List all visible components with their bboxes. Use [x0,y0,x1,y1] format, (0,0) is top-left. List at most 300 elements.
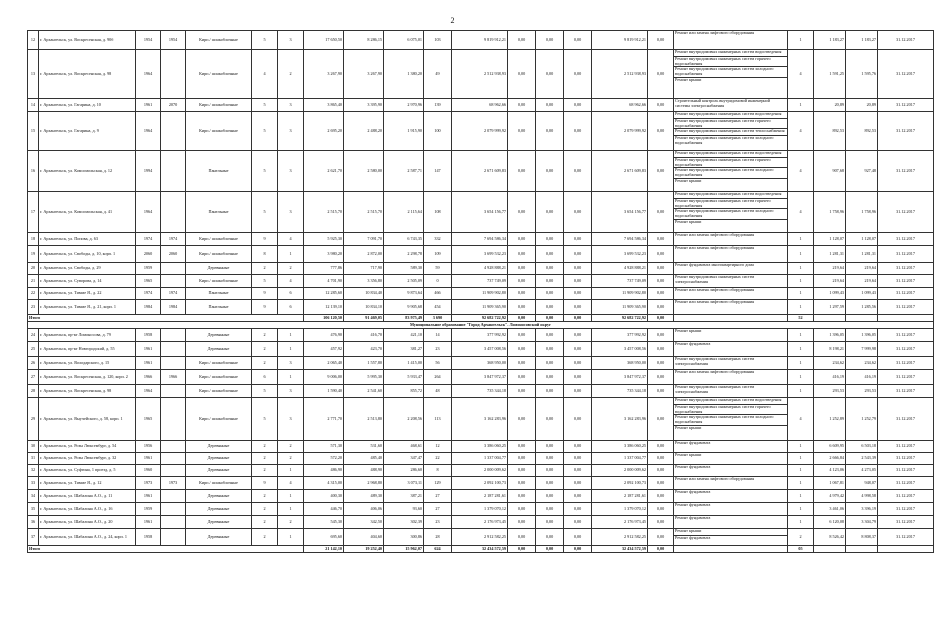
wall-material-cell: Кирп./ шлакоблочные [186,50,252,99]
max-unit-cost-cell: 416,19 [846,370,878,385]
total-area-cell: 400,30 [304,490,344,503]
floors-cell: 5 [252,31,278,50]
residential-area-cell: 347,47 [384,453,424,465]
year-commissioned-cell [161,192,186,233]
year-built-cell: 1965 [136,275,161,288]
residents-cell: 48 [424,385,452,398]
owners-funds-cell: 68 962,66 [592,99,648,112]
fund-regional-cell: 0,00 [536,465,564,477]
residential-area-cell: 5 933,47 [384,370,424,385]
unit-cost-cell: 6 120,08 [814,516,846,529]
residential-area-cell: 300,86 [384,529,424,546]
wall-material-cell: Кирп./ шлакоблочные [186,246,252,263]
floors-cell: 5 [252,385,278,398]
total-f2-cell: 0,00 [536,546,564,553]
premises-area-cell: 423,70 [344,342,384,357]
max-unit-cost-cell: 3 304,79 [846,516,878,529]
work-item: Строительный контроль внутридомовой инженерной системы электроснабжения [675,98,770,108]
residents-cell: 14 [424,329,452,342]
total-res-cell: 624 [424,546,452,553]
residential-area-cell: 6 075,01 [384,31,424,50]
wall-material-cell: Кирп./ шлакоблочные [186,112,252,151]
row-number: 22 [28,288,39,300]
fund-local-cell: 0,00 [564,275,592,288]
residential-area-cell: 302,39 [384,516,424,529]
floors-cell: 2 [252,441,278,453]
residential-area-cell: 93,60 [384,503,424,516]
premises-area-cell: 488,90 [344,465,384,477]
entrances-cell: 1 [278,465,304,477]
unit-cost-cell: 234,62 [814,357,846,370]
residents-cell: 103 [424,31,452,50]
residents-cell: 264 [424,370,452,385]
unit-cost-cell: 416,19 [814,370,846,385]
owners-funds-cell: 2 187 281,61 [592,490,648,503]
max-unit-cost-cell: 219,64 [846,263,878,275]
cost-cell: 7 694 586,34 [452,233,508,246]
year-built-cell: 1964 [136,385,161,398]
premises-area-cell: 404,60 [344,529,384,546]
works-cell [674,263,788,275]
max-unit-cost-cell: 1 281,31 [846,246,878,263]
works-cell [674,246,788,263]
year-built-cell: 1961 [136,99,161,112]
total-a1-cell: 106 120,50 [304,315,344,322]
work-item: Ремонт или замена лифтового оборудования [675,299,755,304]
fund-federal-cell: 0,00 [508,503,536,516]
percent-cell: 0,00 [648,370,674,385]
residents-cell: 332 [424,233,452,246]
fund-local-cell: 0,00 [564,233,592,246]
year-built-cell: 1961 [136,453,161,465]
table-row [28,112,934,151]
max-unit-cost-cell: 293,53 [846,385,878,398]
work-item: Ремонт или замена лифтового оборудования [675,287,755,292]
residential-area-cell: 855,72 [384,385,424,398]
year-built-cell: 1958 [136,329,161,342]
residents-cell: 454 [424,300,452,315]
total-count-cell: 52 [788,315,814,322]
residential-area-cell: 387,21 [384,490,424,503]
cost-cell: 11 909 365,90 [452,300,508,315]
address-cell: г. Архангельск, ул. Тимме Я., д. 12 [39,477,136,490]
work-item: Ремонт или замена лифтового оборудования [675,476,755,481]
fund-federal-cell: 0,00 [508,441,536,453]
table-row [28,477,934,490]
total-cost-cell: 92 682 722,92 [452,315,508,322]
entrances-cell: 3 [278,151,304,192]
owners-funds-cell: 3 654 156,77 [592,192,648,233]
residents-cell: 139 [424,99,452,112]
deadline-cell: 31.12.2017 [878,516,934,529]
address-cell: г. Архангельск, ул. Розы Люксембург, д. 32 [39,453,136,465]
wall-material-cell: Кирп./ шлакоблочные [186,233,252,246]
fund-federal-cell: 0,00 [508,99,536,112]
year-built-cell: 1964 [136,192,161,233]
table-row [28,503,934,516]
works-cell [674,490,788,503]
fund-regional-cell: 0,00 [536,529,564,546]
fund-local-cell: 0,00 [564,477,592,490]
owners-funds-cell: 2 079 999,92 [592,112,648,151]
deadline-cell: 31.12.2017 [878,275,934,288]
work-item: Ремонт внутридомовых инженерных систем водоотведения [674,50,787,57]
table-row [28,275,934,288]
entrances-cell: 2 [278,453,304,465]
percent-cell: 0,00 [648,453,674,465]
premises-area-cell: 2 488,20 [344,112,384,151]
fund-local-cell: 0,00 [564,398,592,441]
owners-funds-cell: 2 092 100,73 [592,477,648,490]
table-row [28,288,934,300]
year-commissioned-cell [161,275,186,288]
unit-cost-cell: 1 591,25 [814,50,846,99]
work-count-cell: 1 [788,275,814,288]
owners-funds-cell: 737 749,09 [592,275,648,288]
floors-cell: 9 [252,288,278,300]
owners-funds-cell: 2 671 609,83 [592,151,648,192]
year-commissioned-cell: 1974 [161,288,186,300]
floors-cell: 5 [252,192,278,233]
fund-regional-cell: 0,00 [536,275,564,288]
total-area-cell: 1 590,40 [304,385,344,398]
cost-cell: 368 950,00 [452,357,508,370]
fund-federal-cell: 0,00 [508,529,536,546]
total-area-cell: 3 865,40 [304,99,344,112]
row-number: 36 [28,516,39,529]
works-cell [674,192,788,233]
wall-material-cell: Панельные [186,151,252,192]
work-item: Ремонт фундамента [675,464,711,469]
year-commissioned-cell [161,503,186,516]
fund-local-cell: 0,00 [564,151,592,192]
work-item: Ремонт или замена лифтового оборудования [675,245,755,250]
floors-cell: 2 [252,453,278,465]
cost-cell: 3 457 008,56 [452,342,508,357]
residential-area-cell: 286,60 [384,465,424,477]
max-unit-cost-cell: 219,64 [846,275,878,288]
percent-cell: 0,00 [648,385,674,398]
residents-cell: 56 [424,357,452,370]
fund-regional-cell: 0,00 [536,246,564,263]
total-area-cell: 17 650,50 [304,31,344,50]
work-item: Ремонт внутридомовых инженерных систем электроснабжения [675,384,755,394]
cost-cell: 3 162 283,96 [452,398,508,441]
year-built-cell: 1961 [136,516,161,529]
fund-federal-cell: 0,00 [508,357,536,370]
total-empty-cell [878,315,934,322]
cost-cell: 3 847 972,37 [452,370,508,385]
unit-cost-cell: 1 183,27 [814,31,846,50]
fund-regional-cell: 0,00 [536,441,564,453]
total-a3-cell: 83 975,49 [384,315,424,322]
table-row [28,99,934,112]
residential-area-cell: 2 115,64 [384,192,424,233]
total-area-cell: 695,60 [304,529,344,546]
work-item: Ремонт фундамента многоквартирного дома [675,262,754,267]
table-row [28,151,934,192]
max-unit-cost-cell: 4 273,05 [846,465,878,477]
residents-cell: 49 [424,50,452,99]
total-area-cell: 3 267,90 [304,50,344,99]
work-item: Ремонт внутридомовых инженерных систем водоотведения [674,151,787,158]
fund-regional-cell: 0,00 [536,503,564,516]
deadline-cell: 31.12.2017 [878,246,934,263]
housing-repair-table [27,30,934,553]
total-works-cell [674,315,788,322]
work-item: Ремонт или замена лифтового оборудования [675,369,755,374]
residents-cell: 109 [424,246,452,263]
year-built-cell: 1964 [136,112,161,151]
address-cell: г. Архангельск, ул. Свободы, д. 10, корп. 1 [39,246,136,263]
work-item: Ремонт внутридомовых инженерных систем холодного водоснабжения [674,209,787,219]
entrances-cell: 1 [278,529,304,546]
max-unit-cost-cell: 4 998,58 [846,490,878,503]
floors-cell: 9 [252,477,278,490]
total-f2-cell: 0,00 [536,315,564,322]
premises-area-cell: 10 834,40 [344,288,384,300]
entrances-cell: 4 [278,477,304,490]
row-number: 32 [28,465,39,477]
max-unit-cost-cell: 1 128,07 [846,233,878,246]
wall-material-cell: Кирп./ шлакоблочные [186,477,252,490]
owners-funds-cell: 3 699 532,23 [592,246,648,263]
deadline-cell: 31.12.2017 [878,477,934,490]
deadline-cell: 31.12.2017 [878,441,934,453]
works-cell [674,288,788,300]
work-item: Ремонт крыши [675,424,702,430]
work-item: Ремонт внутридомовых инженерных систем холодного водоснабжения [675,135,774,146]
works-cell [674,465,788,477]
unit-cost-cell: 3 461,06 [814,503,846,516]
row-number: 24 [28,329,39,342]
residential-area-cell: 2 587,71 [384,151,424,192]
premises-area-cell: 1 557,80 [344,357,384,370]
year-built-cell: 1973 [136,477,161,490]
deadline-cell: 31.12.2017 [878,385,934,398]
percent-cell: 0,00 [648,441,674,453]
address-cell: г. Архангельск, ул. Комсомольская, д. 41 [39,192,136,233]
premises-area-cell: 2 513,80 [344,398,384,441]
premises-area-cell: 8 286,15 [344,31,384,50]
year-built-cell: 1960 [136,465,161,477]
cost-cell: 68 962,66 [452,99,508,112]
work-item: Ремонт крыши [675,328,702,333]
works-cell [674,300,788,315]
year-commissioned-cell [161,112,186,151]
fund-federal-cell: 0,00 [508,453,536,465]
total-area-cell: 9 006,00 [304,370,344,385]
works-cell [674,503,788,516]
year-built-cell: 1984 [136,300,161,315]
work-item: Ремонт фундамента [675,440,711,445]
works-cell [674,370,788,385]
table-row [28,370,934,385]
address-cell: г. Архангельск, ул. Тимме Я., д. 22 [39,288,136,300]
max-unit-cost-cell: 3 396,19 [846,503,878,516]
works-cell [674,516,788,529]
unit-cost-cell: 219,64 [814,275,846,288]
total-f3-cell: 0,00 [564,546,592,553]
fund-local-cell: 0,00 [564,192,592,233]
year-built-cell: 1956 [136,441,161,453]
residential-area-cell: 9 905,68 [384,300,424,315]
total-area-cell: 486,90 [304,465,344,477]
fund-local-cell: 0,00 [564,112,592,151]
address-cell: г. Архангельск, ул. Воскресенская, д. 98 [39,385,136,398]
wall-material-cell: Деревянные [186,263,252,275]
deadline-cell: 31.12.2017 [878,503,934,516]
max-unit-cost-cell: 7 999,98 [846,342,878,357]
unit-cost-cell: 1 297,59 [814,300,846,315]
fund-regional-cell: 0,00 [536,477,564,490]
deadline-cell: 31.12.2017 [878,31,934,50]
cost-cell: 737 749,09 [452,275,508,288]
fund-regional-cell: 0,00 [536,490,564,503]
entrances-cell: 1 [278,370,304,385]
works-cell [674,329,788,342]
table-row [28,385,934,398]
fund-federal-cell: 0,00 [508,246,536,263]
premises-area-cell: 2 515,70 [344,192,384,233]
fund-local-cell: 0,00 [564,503,592,516]
cost-cell: 735 344,18 [452,385,508,398]
fund-regional-cell: 0,00 [536,300,564,315]
entrances-cell: 2 [278,516,304,529]
table-row [28,453,934,465]
table-row [28,246,934,263]
wall-material-cell: Деревянные [186,490,252,503]
address-cell: г. Архангельск, ул. Гагарина, д. 9 [39,112,136,151]
fund-local-cell: 0,00 [564,357,592,370]
row-number: 17 [28,192,39,233]
fund-local-cell: 0,00 [564,288,592,300]
fund-local-cell: 0,00 [564,50,592,99]
address-cell: г. Архангельск, ул. Суфтина, 1 проезд, д. 5 [39,465,136,477]
max-unit-cost-cell: 892,53 [846,112,878,151]
unit-cost-cell: 907,68 [814,151,846,192]
row-number: 30 [28,441,39,453]
entrances-cell: 6 [278,288,304,300]
year-built-cell: 1964 [136,50,161,99]
floors-cell: 2 [252,516,278,529]
unit-cost-cell: 1 396,05 [814,329,846,342]
residential-area-cell: 1 915,90 [384,112,424,151]
fund-local-cell: 0,00 [564,329,592,342]
residents-cell: 147 [424,151,452,192]
premises-area-cell: 531,60 [344,441,384,453]
total-area-cell: 2 621,70 [304,151,344,192]
address-cell: г. Архангельск, ул. Тимме Я., д. 21, корп. 1 [39,300,136,315]
year-commissioned-cell: 1966 [161,370,186,385]
max-unit-cost-cell: 6 503,18 [846,441,878,453]
percent-cell: 0,00 [648,357,674,370]
wall-material-cell: Деревянные [186,529,252,546]
total-area-cell: 2 771,70 [304,398,344,441]
fund-federal-cell: 0,00 [508,288,536,300]
percent-cell: 0,00 [648,516,674,529]
work-item: Ремонт фундамента [675,489,711,494]
work-item: Ремонт или замена лифтового оборудования [675,232,755,237]
deadline-cell: 31.12.2017 [878,490,934,503]
percent-cell: 0,00 [648,99,674,112]
year-commissioned-cell [161,398,186,441]
max-unit-cost-cell: 1 252,79 [846,398,878,441]
row-number: 29 [28,398,39,441]
fund-federal-cell: 0,00 [508,233,536,246]
total-area-cell: 12 139,10 [304,300,344,315]
table-row [28,50,934,99]
premises-area-cell: 485,40 [344,453,384,465]
percent-cell: 0,00 [648,112,674,151]
year-commissioned-cell: 2060 [161,246,186,263]
year-commissioned-cell [161,465,186,477]
works-cell [674,275,788,288]
deadline-cell: 31.12.2017 [878,99,934,112]
row-number: 34 [28,490,39,503]
fund-local-cell: 0,00 [564,385,592,398]
floors-cell: 5 [252,275,278,288]
percent-cell: 0,00 [648,398,674,441]
table-row [28,342,934,357]
fund-regional-cell: 0,00 [536,342,564,357]
unit-cost-cell: 4 979,42 [814,490,846,503]
fund-federal-cell: 0,00 [508,275,536,288]
unit-cost-cell: 1 758,96 [814,192,846,233]
owners-funds-cell: 11 909 365,90 [592,300,648,315]
total-cost-cell: 32 434 572,59 [452,546,508,553]
unit-cost-cell: 8 198,21 [814,342,846,357]
cost-cell: 2 000 009,62 [452,465,508,477]
fund-regional-cell: 0,00 [536,31,564,50]
total-label: Итого [28,546,304,553]
fund-regional-cell: 0,00 [536,99,564,112]
residential-area-cell: 2 970,96 [384,99,424,112]
year-commissioned-cell: 2070 [161,99,186,112]
percent-cell: 0,00 [648,151,674,192]
owners-funds-cell: 9 819 912,21 [592,31,648,50]
work-count-cell: 4 [788,151,814,192]
premises-area-cell: 3 395,90 [344,99,384,112]
total-a2-cell: 91 469,05 [344,315,384,322]
year-commissioned-cell: 1984 [161,300,186,315]
work-item: Ремонт внутридомовых инженерных систем горячего водоснабжения [674,158,787,168]
fund-regional-cell: 0,00 [536,192,564,233]
cost-cell: 4 928 888,21 [452,263,508,275]
residents-cell: 12 [424,441,452,453]
premises-area-cell: 2 968,80 [344,477,384,490]
fund-regional-cell: 0,00 [536,453,564,465]
wall-material-cell: Кирп./ шлакоблочные [186,357,252,370]
row-number: 20 [28,263,39,275]
fund-regional-cell: 0,00 [536,357,564,370]
percent-cell: 0,00 [648,192,674,233]
deadline-cell: 31.12.2017 [878,370,934,385]
percent-cell: 0,00 [648,529,674,546]
max-unit-cost-cell: 1 758,96 [846,192,878,233]
residents-cell: 466 [424,288,452,300]
fund-regional-cell: 0,00 [536,398,564,441]
work-item: Ремонт крыши [675,218,702,224]
address-cell: г. Архангельск, ул. Выучейского, д. 58, корп. 1 [39,398,136,441]
table-row [28,465,934,477]
total-f3-cell: 0,00 [564,315,592,322]
year-built-cell: 1961 [136,342,161,357]
residents-cell: 22 [424,453,452,465]
unit-cost-cell: 1 067,81 [814,477,846,490]
floors-cell: 2 [252,342,278,357]
work-count-cell: 1 [788,329,814,342]
